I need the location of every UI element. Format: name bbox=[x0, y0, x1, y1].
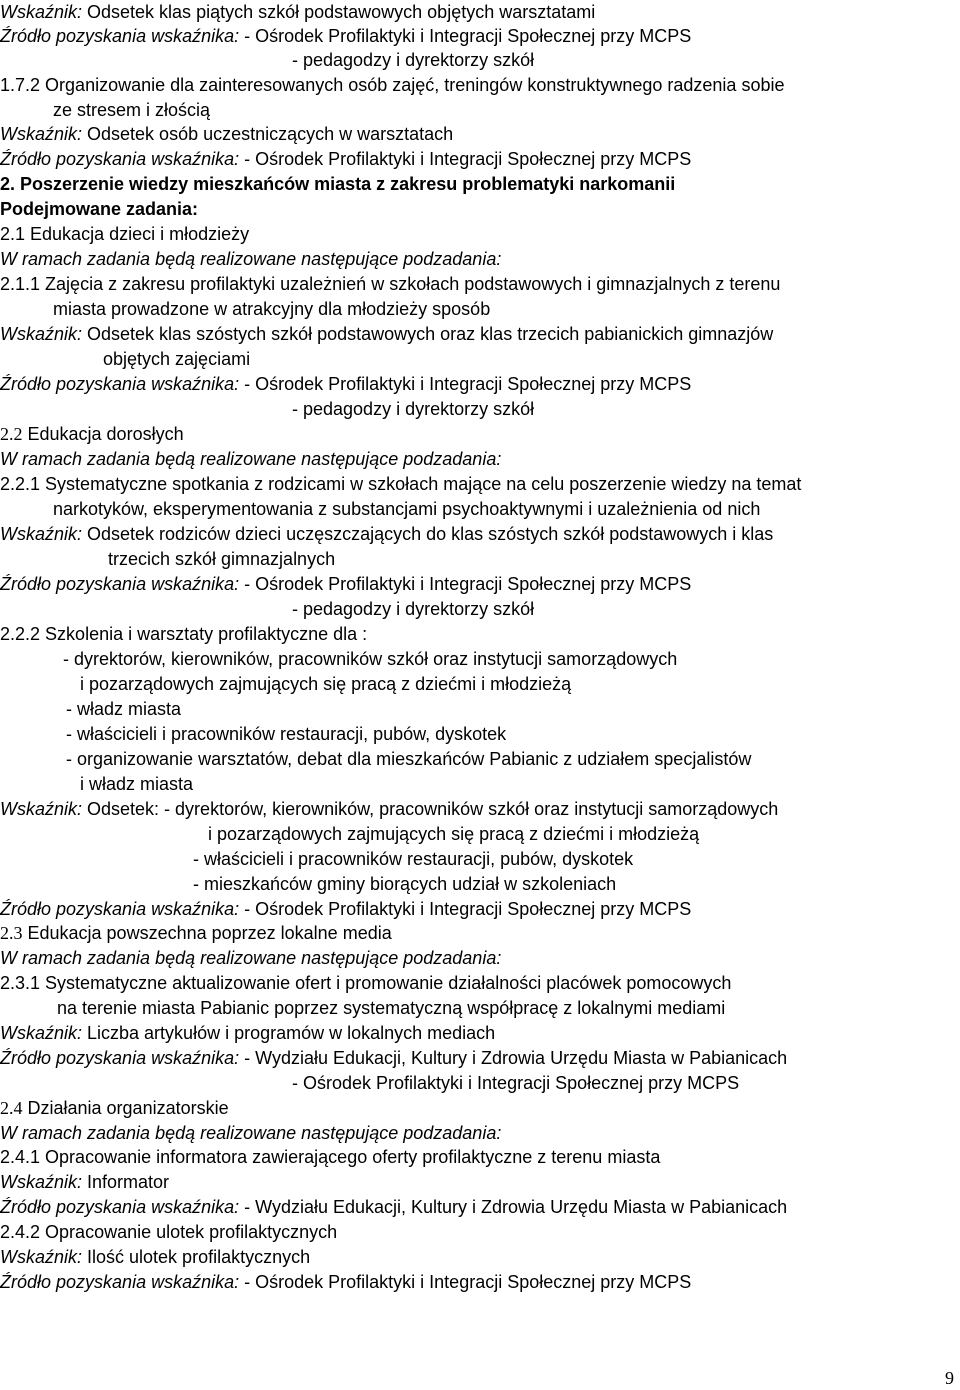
section-title: 2. Poszerzenie wiedzy mieszkańców miasta z zakresu problematyki narkomanii bbox=[0, 174, 676, 194]
tasks-heading bbox=[0, 197, 198, 221]
indicator-label: Wskaźnik: bbox=[0, 2, 83, 22]
source-label: Źródło pozyskania wskaźnika: bbox=[0, 1048, 240, 1068]
subtask-number: 2.3.1 bbox=[0, 973, 41, 993]
source-line bbox=[0, 24, 691, 48]
subtasks-text: W ramach zadania będą realizowane następujące podzadania: bbox=[0, 249, 502, 269]
tasks-title: Podejmowane zadania: bbox=[0, 199, 199, 219]
subtasks-text: W ramach zadania będą realizowane następujące podzadania: bbox=[0, 1123, 502, 1143]
indicator-line bbox=[0, 1170, 169, 1194]
indicator-text-continued bbox=[193, 872, 616, 896]
text: - organizowanie warsztatów, debat dla mieszkańców Pabianic z udziałem specjalistów bbox=[66, 749, 752, 769]
indicator-line bbox=[0, 322, 773, 346]
task-number: 2.4 bbox=[0, 1098, 23, 1118]
source-label: Źródło pozyskania wskaźnika: bbox=[0, 574, 240, 594]
subtask-text: Systematyczne aktualizowanie ofert i promowanie działalności placówek pomocowych bbox=[40, 973, 732, 993]
subtasks-label bbox=[0, 1121, 501, 1145]
text: i pozarządowych zajmujących się pracą z dziećmi i młodzieżą bbox=[208, 824, 700, 844]
text: trzecich szkół gimnazjalnych bbox=[108, 549, 336, 569]
subtasks-text: W ramach zadania będą realizowane następujące podzadania: bbox=[0, 948, 502, 968]
text: miasta prowadzone w atrakcyjny dla młodzieży sposób bbox=[53, 299, 491, 319]
task-text: Edukacja powszechna poprzez lokalne media bbox=[22, 923, 392, 943]
source-text: - Wydziału Edukacji, Kultury i Zdrowia Urzędu Miasta w Pabianicach bbox=[244, 1197, 788, 1217]
source-line bbox=[292, 1071, 739, 1095]
subtask-heading bbox=[0, 1220, 337, 1244]
task-number: 2.2 bbox=[0, 424, 23, 444]
indicator-text-continued bbox=[208, 822, 699, 846]
source-text: - Ośrodek Profilaktyki i Integracji Społecznej przy MCPS bbox=[244, 574, 692, 594]
text: i władz miasta bbox=[80, 774, 194, 794]
task-number: 2.1 bbox=[0, 224, 26, 244]
subtask-heading bbox=[0, 622, 367, 646]
source-label: Źródło pozyskania wskaźnika: bbox=[0, 149, 240, 169]
task-text: Edukacja dorosłych bbox=[22, 424, 184, 444]
list-item bbox=[66, 747, 751, 771]
list-item-continued bbox=[80, 672, 571, 696]
text: ze stresem i złością bbox=[53, 100, 211, 120]
indicator-label: Wskaźnik: bbox=[0, 124, 83, 144]
indicator-label: Wskaźnik: bbox=[0, 324, 83, 344]
source-text: - Ośrodek Profilaktyki i Integracji Społecznej przy MCPS bbox=[244, 899, 692, 919]
task-heading bbox=[0, 73, 784, 97]
indicator-text: Informator bbox=[82, 1172, 170, 1192]
indicator-label: Wskaźnik: bbox=[0, 1023, 83, 1043]
indicator-text-continued bbox=[108, 547, 335, 571]
indicator-line bbox=[0, 0, 595, 24]
source-line bbox=[292, 597, 534, 621]
task-text: Edukacja dzieci i młodzieży bbox=[25, 224, 250, 244]
text: i pozarządowych zajmujących się pracą z dziećmi i młodzieżą bbox=[80, 674, 572, 694]
source-text: - Ośrodek Profilaktyki i Integracji Społecznej przy MCPS bbox=[292, 1073, 740, 1093]
source-line bbox=[0, 1270, 691, 1294]
indicator-text: Odsetek klas piątych szkół podstawowych objętych warsztatami bbox=[82, 2, 596, 22]
subtask-heading bbox=[0, 272, 780, 296]
subtask-number: 2.1.1 bbox=[0, 274, 41, 294]
source-line bbox=[0, 147, 691, 171]
source-text: - Ośrodek Profilaktyki i Integracji Społecznej przy MCPS bbox=[244, 374, 692, 394]
source-label: Źródło pozyskania wskaźnika: bbox=[0, 1272, 240, 1292]
subtask-text-continued bbox=[53, 497, 760, 521]
source-line bbox=[292, 48, 534, 72]
indicator-text-continued bbox=[193, 847, 633, 871]
indicator-label: Wskaźnik: bbox=[0, 1247, 83, 1267]
text: - mieszkańców gminy biorących udział w szkoleniach bbox=[193, 874, 617, 894]
source-line bbox=[292, 397, 534, 421]
indicator-text-continued bbox=[103, 347, 250, 371]
indicator-text: Ilość ulotek profilaktycznych bbox=[82, 1247, 311, 1267]
indicator-text: Odsetek osób uczestniczących w warsztatach bbox=[82, 124, 454, 144]
subtask-number: 2.2.1 bbox=[0, 474, 41, 494]
subtask-text: Szkolenia i warsztaty profilaktyczne dla : bbox=[40, 624, 368, 644]
subtask-number: 2.4.2 bbox=[0, 1222, 41, 1242]
subtasks-label bbox=[0, 946, 501, 970]
source-text: - Ośrodek Profilaktyki i Integracji Społecznej przy MCPS bbox=[244, 1272, 692, 1292]
subtask-text-continued bbox=[53, 297, 490, 321]
source-line bbox=[0, 1195, 787, 1219]
subtask-heading bbox=[0, 472, 801, 496]
text: objętych zajęciami bbox=[103, 349, 251, 369]
task-number: 1.7.2 bbox=[0, 75, 41, 95]
text: na terenie miasta Pabianic poprzez systematyczną współpracę z lokalnymi mediami bbox=[57, 998, 726, 1018]
subtasks-label bbox=[0, 247, 501, 271]
indicator-label: Wskaźnik: bbox=[0, 1172, 83, 1192]
source-text: - pedagodzy i dyrektorzy szkół bbox=[292, 599, 535, 619]
source-text: - pedagodzy i dyrektorzy szkół bbox=[292, 50, 535, 70]
indicator-line bbox=[0, 122, 453, 146]
indicator-text: Odsetek: - dyrektorów, kierowników, pracowników szkół oraz instytucji samorządowych bbox=[82, 799, 779, 819]
source-line bbox=[0, 897, 691, 921]
task-number: 2.3 bbox=[0, 923, 23, 943]
task-text-continued bbox=[53, 98, 210, 122]
task-heading bbox=[0, 422, 184, 446]
source-line bbox=[0, 1046, 787, 1070]
source-line bbox=[0, 572, 691, 596]
indicator-line bbox=[0, 1245, 310, 1269]
source-text: - pedagodzy i dyrektorzy szkół bbox=[292, 399, 535, 419]
subtasks-text: W ramach zadania będą realizowane następujące podzadania: bbox=[0, 449, 502, 469]
text: - władz miasta bbox=[66, 699, 182, 719]
subtask-text-continued bbox=[57, 996, 725, 1020]
task-text: Działania organizatorskie bbox=[22, 1098, 229, 1118]
task-heading bbox=[0, 222, 249, 246]
subtask-number: 2.4.1 bbox=[0, 1147, 41, 1167]
source-label: Źródło pozyskania wskaźnika: bbox=[0, 26, 240, 46]
task-heading bbox=[0, 1096, 229, 1120]
list-item bbox=[66, 722, 506, 746]
indicator-text: Odsetek klas szóstych szkół podstawowych oraz klas trzecich pabianickich gimnazjów bbox=[82, 324, 774, 344]
source-label: Źródło pozyskania wskaźnika: bbox=[0, 1197, 240, 1217]
text: - właścicieli i pracowników restauracji, pubów, dyskotek bbox=[66, 724, 507, 744]
subtask-text: Systematyczne spotkania z rodzicami w szkołach mające na celu poszerzenie wiedzy na temat bbox=[40, 474, 802, 494]
subtask-heading bbox=[0, 971, 731, 995]
indicator-text: Odsetek rodziców dzieci uczęszczających do klas szóstych szkół podstawowych i klas bbox=[82, 524, 774, 544]
subtask-heading bbox=[0, 1145, 660, 1169]
source-label: Źródło pozyskania wskaźnika: bbox=[0, 899, 240, 919]
list-item bbox=[66, 697, 181, 721]
subtask-number: 2.2.2 bbox=[0, 624, 41, 644]
indicator-label: Wskaźnik: bbox=[0, 524, 83, 544]
page-number: 9 bbox=[945, 1368, 954, 1388]
indicator-text: Liczba artykułów i programów w lokalnych mediach bbox=[82, 1023, 496, 1043]
subtask-text: Opracowanie ulotek profilaktycznych bbox=[40, 1222, 338, 1242]
subtasks-label bbox=[0, 447, 501, 471]
source-text: - Ośrodek Profilaktyki i Integracji Społecznej przy MCPS bbox=[244, 149, 692, 169]
source-line bbox=[0, 372, 691, 396]
text: narkotyków, eksperymentowania z substancjami psychoaktywnymi i uzależnienia od nich bbox=[53, 499, 761, 519]
text: - dyrektorów, kierowników, pracowników szkół oraz instytucji samorządowych bbox=[63, 649, 678, 669]
list-item-continued bbox=[80, 772, 193, 796]
indicator-line bbox=[0, 522, 773, 546]
subtask-text: Zajęcia z zakresu profilaktyki uzależnień w szkołach podstawowych i gimnazjalnych z terenu bbox=[40, 274, 781, 294]
subtask-text: Opracowanie informatora zawierającego oferty profilaktyczne z terenu miasta bbox=[40, 1147, 661, 1167]
indicator-line bbox=[0, 797, 778, 821]
text: - właścicieli i pracowników restauracji, pubów, dyskotek bbox=[193, 849, 634, 869]
indicator-line bbox=[0, 1021, 495, 1045]
source-label: Źródło pozyskania wskaźnika: bbox=[0, 374, 240, 394]
task-heading bbox=[0, 921, 392, 945]
list-item bbox=[63, 647, 677, 671]
section-heading bbox=[0, 172, 675, 196]
indicator-label: Wskaźnik: bbox=[0, 799, 83, 819]
source-text: - Ośrodek Profilaktyki i Integracji Społecznej przy MCPS bbox=[244, 26, 692, 46]
source-text: - Wydziału Edukacji, Kultury i Zdrowia Urzędu Miasta w Pabianicach bbox=[244, 1048, 788, 1068]
task-text: Organizowanie dla zainteresowanych osób zajęć, treningów konstruktywnego radzenia sobie bbox=[40, 75, 785, 95]
